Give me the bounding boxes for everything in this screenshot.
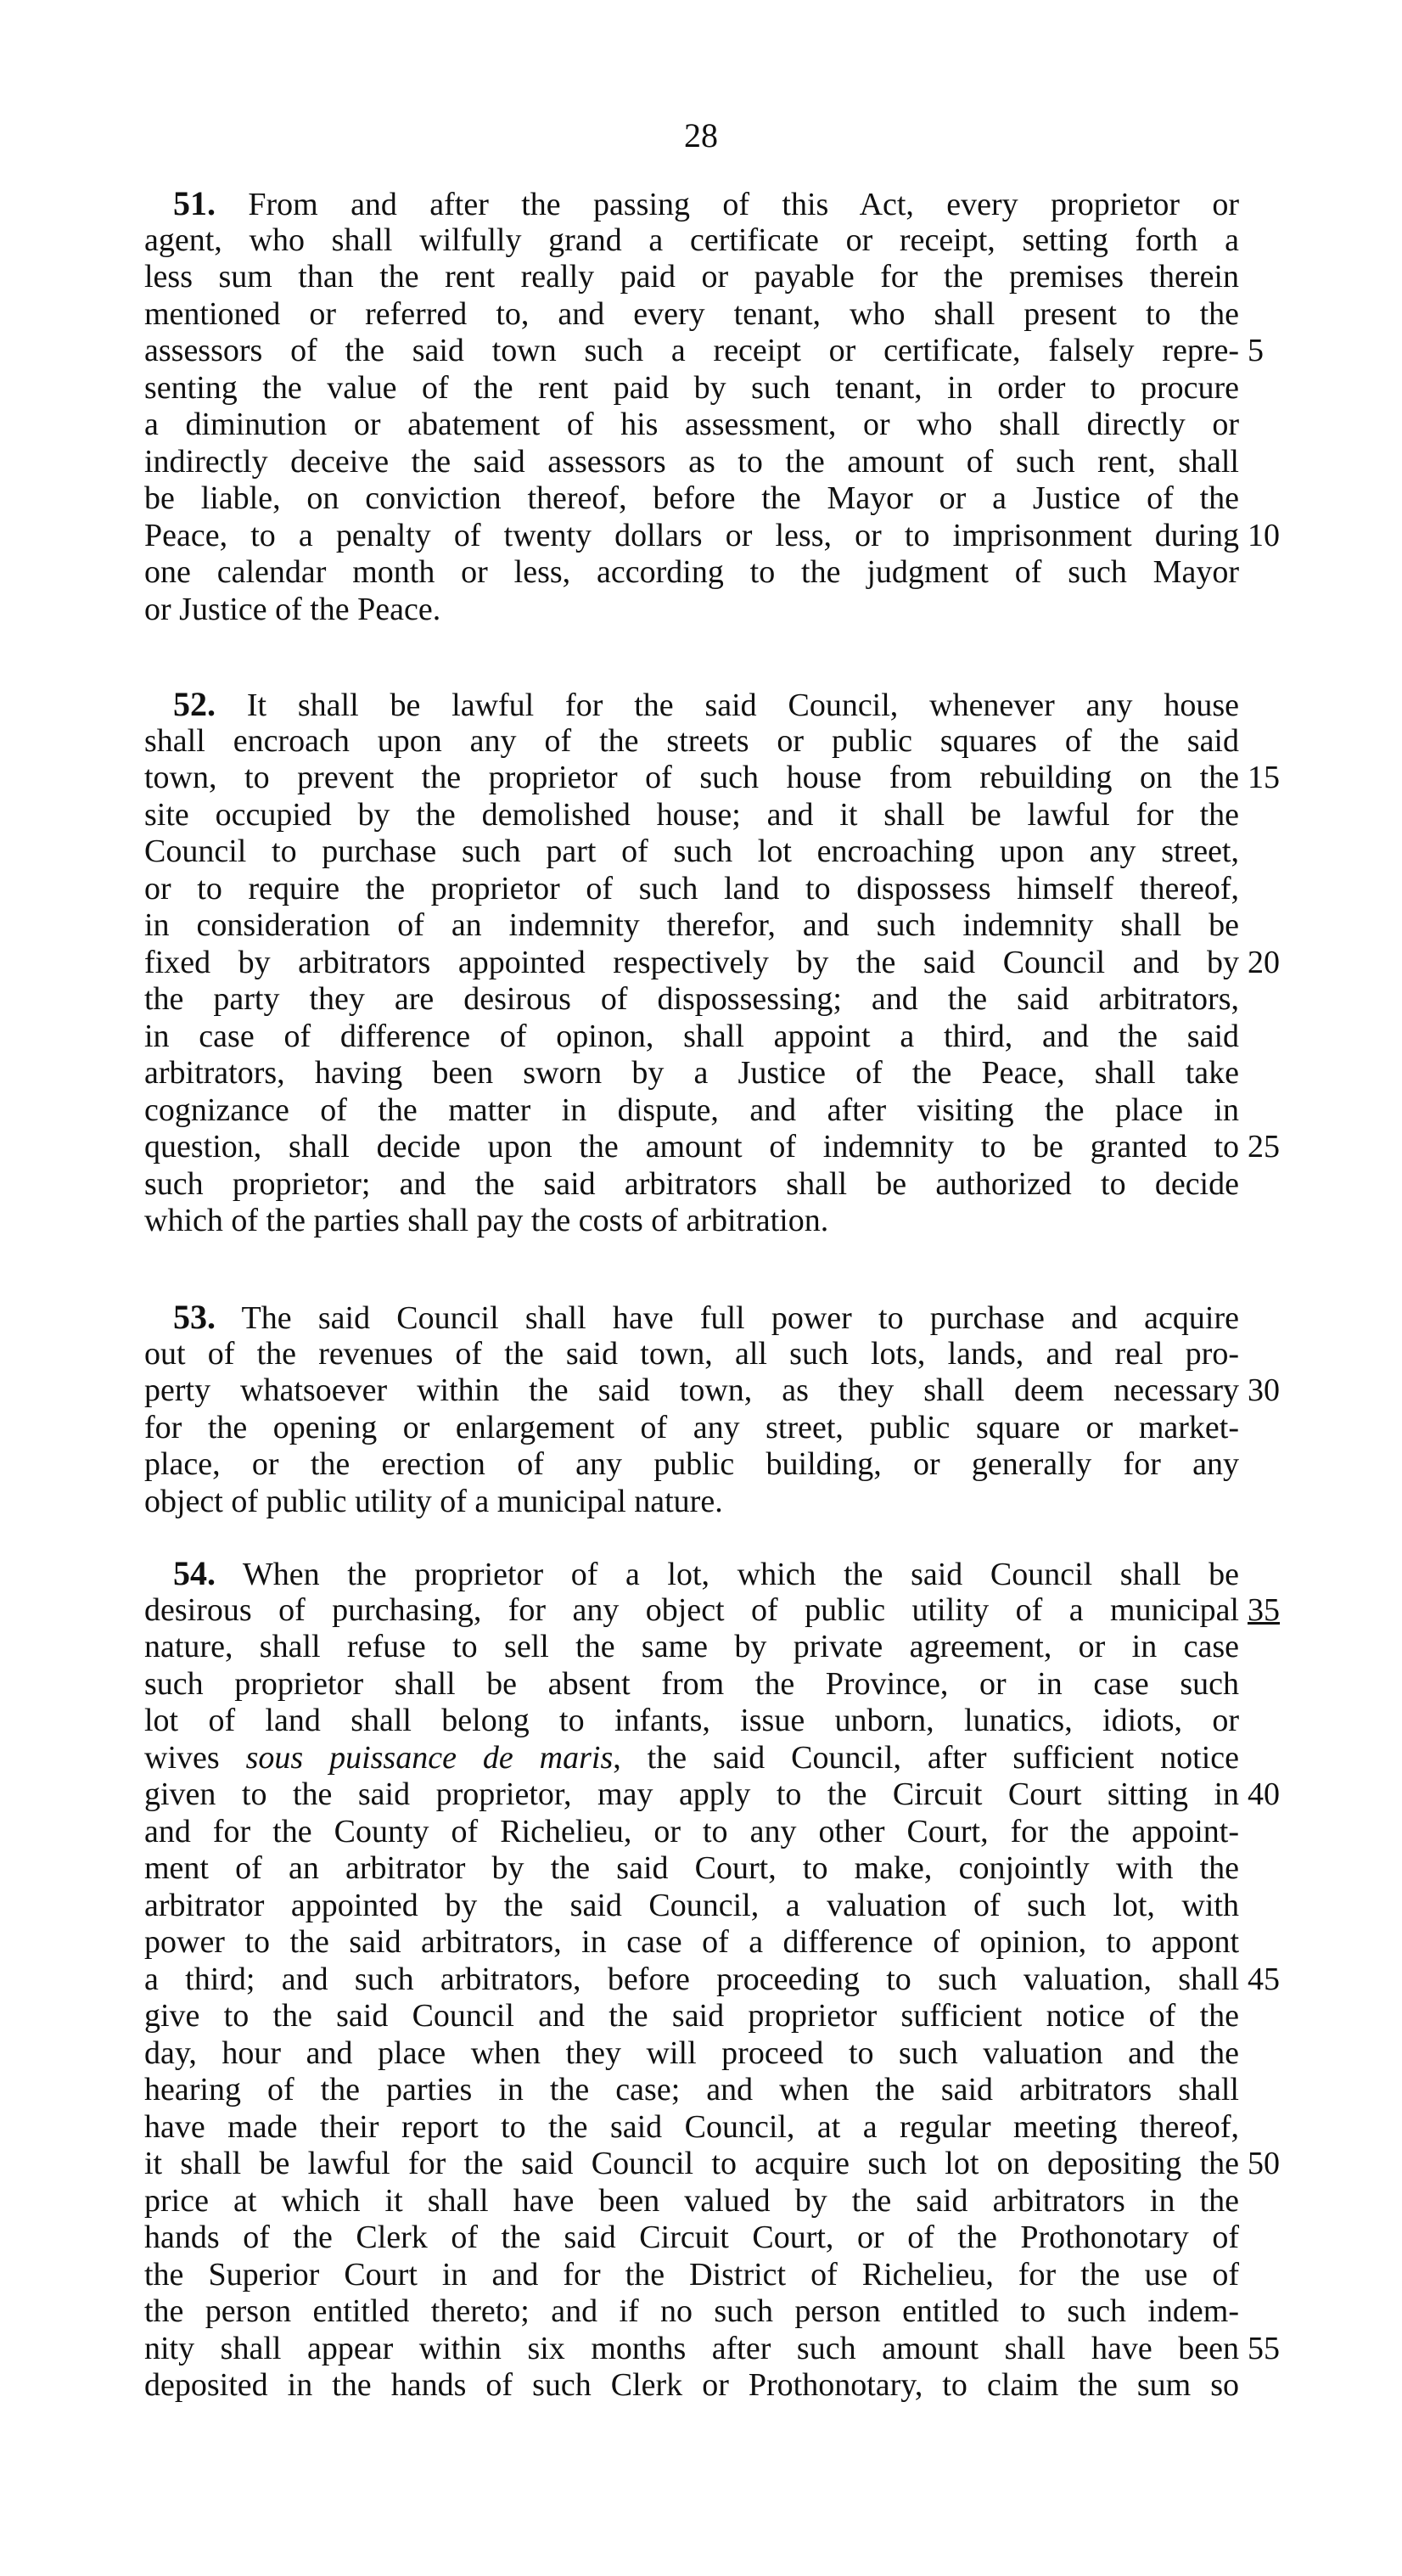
text-line: indirectly deceive the said assessors as to the amount of such rent, shall bbox=[144, 443, 1239, 480]
text-line: mentioned or referred to, and every tenant, who shall present to the bbox=[144, 295, 1239, 332]
text-line: place, or the erection of any public building, or generally for any bbox=[144, 1446, 1239, 1482]
text-line: Council to purchase such part of such lot encroaching upon any street, bbox=[144, 833, 1239, 869]
line-number: 45 bbox=[1248, 1961, 1280, 1997]
text-line: town, to prevent the proprietor of such house from rebuilding on the 15 bbox=[144, 760, 1280, 795]
text-line: give to the said Council and the said proprietor sufficient notice of the bbox=[144, 1998, 1239, 2034]
line-number: 30 bbox=[1248, 1372, 1280, 1408]
text-line: arbitrators, having been sworn by a Justice of the Peace, shall take bbox=[144, 1055, 1239, 1091]
text-line: price at which it shall have been valued by the said arbitrators in the bbox=[144, 2182, 1239, 2219]
text-line: 53. The said Council shall have full power to purchase and acquire bbox=[173, 1298, 1239, 1336]
text-line: lot of land shall belong to infants, issue unborn, lunatics, idiots, or bbox=[144, 1703, 1239, 1738]
text-line: arbitrator appointed by the said Council, a valuation of such lot, with bbox=[144, 1887, 1239, 1923]
line-number: 50 bbox=[1248, 2146, 1280, 2181]
text-line: such proprietor; and the said arbitrators shall be authorized to decide bbox=[144, 1165, 1239, 1202]
text-line: assessors of the said town such a receipt or certificate, falsely repre- 5 bbox=[144, 333, 1264, 368]
text-line bbox=[144, 2441, 1239, 2478]
text-line: a third; and such arbitrators, before proceeding to such valuation, shall 45 bbox=[144, 1961, 1280, 1997]
section-number: 52. bbox=[173, 685, 216, 723]
section-52 bbox=[144, 685, 1280, 1240]
text-line: question, shall decide upon the amount of indemnity to be granted to 25 bbox=[144, 1129, 1280, 1165]
section-53 bbox=[144, 1298, 1280, 1520]
text-line: power to the said arbitrators, in case of a difference of opinion, to appont bbox=[144, 1924, 1239, 1960]
text-line: site occupied by the demolished house; and it shall be lawful for the bbox=[144, 796, 1239, 833]
text-line: which of the parties shall pay the costs of arbitration. bbox=[144, 1203, 829, 1238]
text-line: a diminution or abatement of his assessment, or who shall directly or bbox=[144, 407, 1239, 442]
text-line: less sum than the rent really paid or payable for the premises therein bbox=[144, 259, 1239, 295]
section-number: 54. bbox=[173, 1554, 216, 1592]
text-line: cognizance of the matter in dispute, and after visiting the place in bbox=[144, 1092, 1239, 1128]
text-line: or Justice of the Peace. bbox=[144, 591, 441, 627]
text-line: Peace, to a penalty of twenty dollars or less, or to imprisonment during 10 bbox=[144, 517, 1280, 553]
line-number: 5 bbox=[1248, 333, 1264, 368]
section-54 bbox=[144, 1554, 1280, 2478]
text-line: deposited in the hands of such Clerk or Prothonotary, to claim the sum so bbox=[144, 2367, 1239, 2403]
text-line: agent, who shall wilfully grand a certificate or receipt, setting forth a bbox=[144, 222, 1239, 258]
section-51 bbox=[144, 184, 1280, 628]
page-number: 28 bbox=[684, 116, 718, 154]
text-line: 54. When the proprietor of a lot, which the said Council shall be bbox=[173, 1554, 1239, 1592]
text-line: hands of the Clerk of the said Circuit Court, or of the Prothonotary of bbox=[144, 2220, 1239, 2255]
text-line: hearing of the parties in the case; and when the said arbitrators shall bbox=[144, 2072, 1239, 2107]
text-line: desirous of purchasing, for any object of public utility of a municipal 35 bbox=[144, 1591, 1280, 1628]
text-line: perty whatsoever within the said town, as they shall deem necessary 30 bbox=[144, 1372, 1280, 1408]
text-line: one calendar month or less, according to the judgment of such Mayor bbox=[144, 554, 1239, 590]
text-line: shall encroach upon any of the streets or public squares of the said bbox=[144, 722, 1239, 759]
text-line: the Superior Court in and for the District of Richelieu, for the use of bbox=[144, 2256, 1239, 2293]
line-number: 35 bbox=[1248, 1591, 1280, 1628]
line-number: 15 bbox=[1248, 760, 1280, 795]
text-line: day, hour and place when they will proceed to such valuation and the bbox=[144, 2034, 1239, 2071]
italic-phrase: sous puissance de maris bbox=[245, 1739, 614, 1776]
text-line: fixed by arbitrators appointed respectively by the said Council and by 20 bbox=[144, 944, 1280, 980]
line-number: 40 bbox=[1248, 1776, 1280, 1812]
text-line: out of the revenues of the said town, all such lots, lands, and real pro- bbox=[144, 1335, 1239, 1372]
section-number: 53. bbox=[173, 1298, 216, 1336]
text-line: nity shall appear within six months after such amount shall have been 55 bbox=[144, 2330, 1280, 2366]
text-line: such proprietor shall be absent from the Province, or in case such bbox=[144, 1665, 1239, 1702]
text-line: ment of an arbitrator by the said Court, to make, conjointly with the bbox=[144, 1850, 1239, 1886]
text-line: it shall be lawful for the said Council to acquire such lot on depositing the 50 bbox=[144, 2146, 1280, 2181]
line-number: 20 bbox=[1248, 944, 1280, 980]
text-line: have made their report to the said Council, at a regular meeting thereof, bbox=[144, 2108, 1239, 2145]
text-line: wives sous puissance de maris, the said Council, after sufficient notice bbox=[144, 1739, 1239, 1776]
text-line: 52. It shall be lawful for the said Council, whenever any house bbox=[173, 685, 1239, 723]
line-number: 25 bbox=[1248, 1129, 1280, 1165]
text-line: given to the said proprietor, may apply to the Circuit Court sitting in 40 bbox=[144, 1776, 1280, 1812]
text-line: 51. From and after the passing of this Act, every proprietor or bbox=[173, 184, 1239, 222]
text-line: be liable, on conviction thereof, before the Mayor or a Justice of the bbox=[144, 480, 1239, 516]
text-line: for the opening or enlargement of any street, public square or market- bbox=[144, 1409, 1239, 1445]
section-number: 51. bbox=[173, 184, 216, 222]
text-line: senting the value of the rent paid by such tenant, in order to procure bbox=[144, 369, 1239, 406]
text-line: or to require the proprietor of such land to dispossess himself thereof, bbox=[144, 870, 1239, 906]
line-number: 55 bbox=[1248, 2330, 1280, 2366]
text-line: and for the County of Richelieu, or to any other Court, for the appoint- bbox=[144, 1813, 1239, 1849]
text-line: in consideration of an indemnity therefor, and such indemnity shall be bbox=[144, 907, 1239, 943]
text-line: the party they are desirous of dispossessing; and the said arbitrators, bbox=[144, 981, 1239, 1017]
text-line: in case of difference of opinon, shall appoint a third, and the said bbox=[144, 1018, 1239, 1054]
text-line: nature, shall refuse to sell the same by private agreement, or in case bbox=[144, 1629, 1239, 1664]
text-line: object of public utility of a municipal nature. bbox=[144, 1483, 723, 1519]
text-line bbox=[144, 2405, 1239, 2442]
line-number: 10 bbox=[1248, 517, 1280, 553]
text-line: the person entitled thereto; and if no such person entitled to such indem- bbox=[144, 2293, 1239, 2329]
